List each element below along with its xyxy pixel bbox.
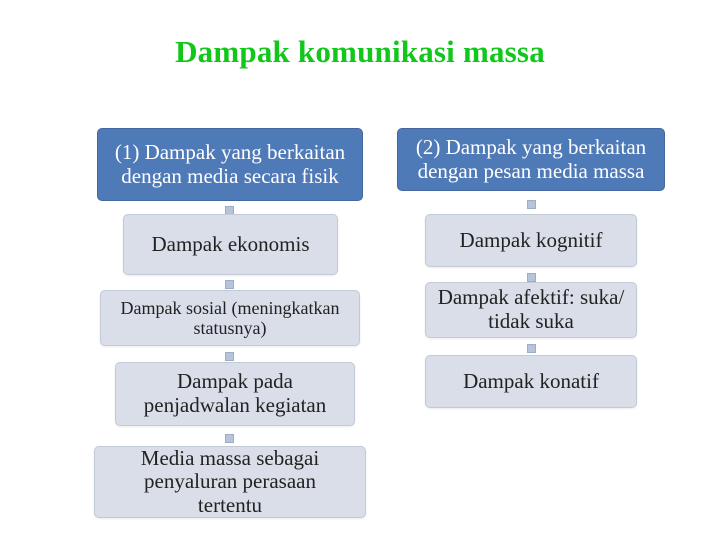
- left-connector-4: [225, 434, 234, 443]
- left-connector-3: [225, 352, 234, 361]
- left-item-scheduling: Dampak pada penjadwalan kegiatan: [115, 362, 355, 426]
- left-item-economic: Dampak ekonomis: [123, 214, 338, 275]
- left-item-feelings: Media massa sebagai penyaluran perasaan tertentu: [94, 446, 366, 518]
- right-item-conative: Dampak konatif: [425, 355, 637, 408]
- right-connector-3: [527, 344, 536, 353]
- right-item-affective: Dampak afektif: suka/ tidak suka: [425, 282, 637, 338]
- left-header-box: (1) Dampak yang berkaitan dengan media secara fisik: [97, 128, 363, 201]
- right-header-box: (2) Dampak yang berkaitan dengan pesan media massa: [397, 128, 665, 191]
- right-connector-1: [527, 200, 536, 209]
- right-connector-2: [527, 273, 536, 282]
- left-item-social: Dampak sosial (meningkatkan statusnya): [100, 290, 360, 346]
- left-connector-2: [225, 280, 234, 289]
- right-item-cognitive: Dampak kognitif: [425, 214, 637, 267]
- diagram-title: Dampak komunikasi massa: [175, 34, 545, 69]
